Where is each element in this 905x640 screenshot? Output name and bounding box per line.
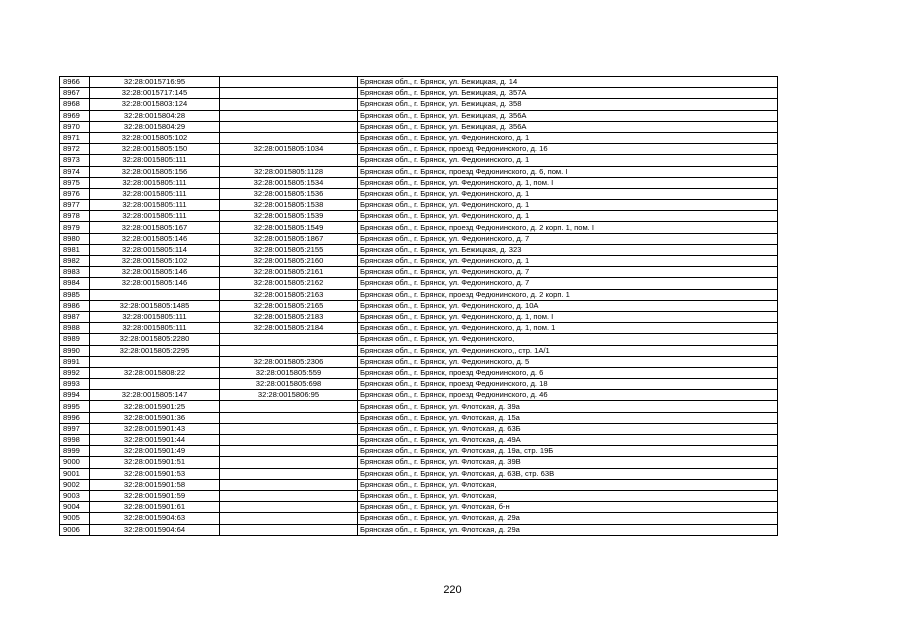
cadastral-number-cell: 32:28:0015805:111 [90, 177, 220, 188]
address-cell: Брянская обл., г. Брянск, ул. Бежицкая, д. 14 [358, 77, 778, 88]
linked-cadastral-number-cell [220, 490, 358, 501]
linked-cadastral-number-cell: 32:28:0015805:2306 [220, 356, 358, 367]
record-number-cell: 8984 [60, 278, 90, 289]
table-row [60, 423, 778, 434]
table-row [60, 468, 778, 479]
address-cell: Брянская обл., г. Брянск, ул. Флотская, д. 15а [358, 412, 778, 423]
cadastral-number-cell: 32:28:0015805:111 [90, 188, 220, 199]
record-number-cell: 8975 [60, 177, 90, 188]
cadastral-number-cell: 32:28:0015901:43 [90, 423, 220, 434]
linked-cadastral-number-cell: 32:28:0015805:1128 [220, 166, 358, 177]
cadastral-number-cell: 32:28:0015901:44 [90, 435, 220, 446]
record-number-cell: 8978 [60, 211, 90, 222]
table-row [60, 256, 778, 267]
table-row [60, 345, 778, 356]
linked-cadastral-number-cell [220, 513, 358, 524]
address-cell: Брянская обл., г. Брянск, ул. Федюнинского, д. 1 [358, 188, 778, 199]
record-number-cell: 8968 [60, 99, 90, 110]
cadastral-number-cell: 32:28:0015804:28 [90, 110, 220, 121]
address-cell: Брянская обл., г. Брянск, проезд Федюнинского, д. 2 корп. 1 [358, 289, 778, 300]
table-row [60, 513, 778, 524]
cadastral-number-cell: 32:28:0015901:53 [90, 468, 220, 479]
linked-cadastral-number-cell: 32:28:0015805:698 [220, 379, 358, 390]
table-row [60, 334, 778, 345]
linked-cadastral-number-cell [220, 412, 358, 423]
linked-cadastral-number-cell [220, 401, 358, 412]
record-number-cell: 8983 [60, 267, 90, 278]
linked-cadastral-number-cell [220, 155, 358, 166]
cadastral-number-cell: 32:28:0015804:29 [90, 121, 220, 132]
table-row [60, 155, 778, 166]
table-row [60, 110, 778, 121]
address-cell: Брянская обл., г. Брянск, ул. Бежицкая, д. 356А [358, 110, 778, 121]
record-number-cell: 8977 [60, 200, 90, 211]
address-cell: Брянская обл., г. Брянск, ул. Федюнинского, д. 1, пом. 1 [358, 323, 778, 334]
address-cell: Брянская обл., г. Брянск, ул. Флотская, д. 63Б [358, 423, 778, 434]
linked-cadastral-number-cell: 32:28:0015805:1539 [220, 211, 358, 222]
address-cell: Брянская обл., г. Брянск, ул. Федюнинского, д. 7 [358, 278, 778, 289]
records-table-body [60, 77, 778, 536]
cadastral-number-cell: 32:28:0015805:1485 [90, 300, 220, 311]
address-cell: Брянская обл., г. Брянск, ул. Федюнинского, д. 1 [358, 155, 778, 166]
table-row [60, 323, 778, 334]
table-row [60, 390, 778, 401]
record-number-cell: 8988 [60, 323, 90, 334]
table-row [60, 278, 778, 289]
linked-cadastral-number-cell: 32:28:0015805:2165 [220, 300, 358, 311]
record-number-cell: 8989 [60, 334, 90, 345]
record-number-cell: 8997 [60, 423, 90, 434]
address-cell: Брянская обл., г. Брянск, ул. Флотская, д. 19а, стр. 19Б [358, 446, 778, 457]
linked-cadastral-number-cell: 32:28:0015805:1034 [220, 144, 358, 155]
address-cell: Брянская обл., г. Брянск, ул. Федюнинского, д. 10А [358, 300, 778, 311]
cadastral-number-cell [90, 379, 220, 390]
linked-cadastral-number-cell [220, 77, 358, 88]
table-row [60, 77, 778, 88]
linked-cadastral-number-cell [220, 423, 358, 434]
record-number-cell: 8993 [60, 379, 90, 390]
cadastral-number-cell: 32:28:0015805:2280 [90, 334, 220, 345]
address-cell: Брянская обл., г. Брянск, ул. Федюнинского, д. 1, пом. I [358, 177, 778, 188]
record-number-cell: 8985 [60, 289, 90, 300]
linked-cadastral-number-cell: 32:28:0015805:1867 [220, 233, 358, 244]
record-number-cell: 8990 [60, 345, 90, 356]
record-number-cell: 8966 [60, 77, 90, 88]
record-number-cell: 8974 [60, 166, 90, 177]
linked-cadastral-number-cell: 32:28:0015805:2163 [220, 289, 358, 300]
linked-cadastral-number-cell [220, 435, 358, 446]
cadastral-number-cell: 32:28:0015901:36 [90, 412, 220, 423]
table-row [60, 311, 778, 322]
record-number-cell: 8979 [60, 222, 90, 233]
table-row [60, 289, 778, 300]
address-cell: Брянская обл., г. Брянск, проезд Федюнинского, д. 6, пом. I [358, 166, 778, 177]
cadastral-number-cell: 32:28:0015805:146 [90, 267, 220, 278]
cadastral-number-cell: 32:28:0015716:95 [90, 77, 220, 88]
table-row [60, 121, 778, 132]
linked-cadastral-number-cell [220, 457, 358, 468]
table-row [60, 490, 778, 501]
address-cell: Брянская обл., г. Брянск, ул. Федюнинского, [358, 334, 778, 345]
cadastral-number-cell: 32:28:0015901:49 [90, 446, 220, 457]
linked-cadastral-number-cell: 32:28:0015805:2161 [220, 267, 358, 278]
record-number-cell: 9005 [60, 513, 90, 524]
linked-cadastral-number-cell [220, 99, 358, 110]
address-cell: Брянская обл., г. Брянск, проезд Федюнинского, д. 18 [358, 379, 778, 390]
linked-cadastral-number-cell: 32:28:0015805:1534 [220, 177, 358, 188]
cadastral-number-cell: 32:28:0015805:102 [90, 132, 220, 143]
address-cell: Брянская обл., г. Брянск, ул. Флотская, [358, 479, 778, 490]
address-cell: Брянская обл., г. Брянск, ул. Федюнинского, д. 5 [358, 356, 778, 367]
cadastral-number-cell: 32:28:0015717:145 [90, 88, 220, 99]
record-number-cell: 8980 [60, 233, 90, 244]
address-cell: Брянская обл., г. Брянск, проезд Федюнинского, д. 6 [358, 367, 778, 378]
records-table [59, 76, 778, 536]
cadastral-number-cell: 32:28:0015805:147 [90, 390, 220, 401]
address-cell: Брянская обл., г. Брянск, ул. Федюнинского, д. 7 [358, 267, 778, 278]
table-row [60, 200, 778, 211]
linked-cadastral-number-cell [220, 121, 358, 132]
cadastral-number-cell: 32:28:0015901:59 [90, 490, 220, 501]
linked-cadastral-number-cell [220, 446, 358, 457]
record-number-cell: 8967 [60, 88, 90, 99]
cadastral-number-cell: 32:28:0015805:146 [90, 278, 220, 289]
linked-cadastral-number-cell: 32:28:0015805:559 [220, 367, 358, 378]
table-row [60, 379, 778, 390]
cadastral-number-cell: 32:28:0015805:111 [90, 211, 220, 222]
cadastral-number-cell: 32:28:0015805:111 [90, 200, 220, 211]
record-number-cell: 8971 [60, 132, 90, 143]
record-number-cell: 8992 [60, 367, 90, 378]
cadastral-number-cell: 32:28:0015901:51 [90, 457, 220, 468]
linked-cadastral-number-cell [220, 479, 358, 490]
cadastral-number-cell: 32:28:0015904:64 [90, 524, 220, 535]
table-row [60, 401, 778, 412]
cadastral-number-cell: 32:28:0015805:111 [90, 155, 220, 166]
linked-cadastral-number-cell [220, 468, 358, 479]
cadastral-number-cell: 32:28:0015808:22 [90, 367, 220, 378]
table-row [60, 267, 778, 278]
linked-cadastral-number-cell: 32:28:0015805:1549 [220, 222, 358, 233]
record-number-cell: 8982 [60, 256, 90, 267]
table-row [60, 524, 778, 535]
linked-cadastral-number-cell: 32:28:0015806:95 [220, 390, 358, 401]
linked-cadastral-number-cell: 32:28:0015805:2184 [220, 323, 358, 334]
table-row [60, 300, 778, 311]
record-number-cell: 8998 [60, 435, 90, 446]
page-number: 220 [443, 584, 462, 596]
cadastral-number-cell: 32:28:0015805:167 [90, 222, 220, 233]
table-row [60, 446, 778, 457]
record-number-cell: 8972 [60, 144, 90, 155]
record-number-cell: 8994 [60, 390, 90, 401]
linked-cadastral-number-cell [220, 524, 358, 535]
address-cell: Брянская обл., г. Брянск, ул. Флотская, [358, 490, 778, 501]
address-cell: Брянская обл., г. Брянск, ул. Федюнинского, д. 1 [358, 211, 778, 222]
address-cell: Брянская обл., г. Брянск, ул. Бежицкая, д. 356А [358, 121, 778, 132]
table-row [60, 457, 778, 468]
cadastral-number-cell: 32:28:0015805:102 [90, 256, 220, 267]
address-cell: Брянская обл., г. Брянск, ул. Федюнинского, д. 7 [358, 233, 778, 244]
record-number-cell: 8981 [60, 244, 90, 255]
linked-cadastral-number-cell [220, 132, 358, 143]
address-cell: Брянская обл., г. Брянск, ул. Федюнинского, д. 1 [358, 132, 778, 143]
cadastral-number-cell: 32:28:0015803:124 [90, 99, 220, 110]
linked-cadastral-number-cell: 32:28:0015805:1538 [220, 200, 358, 211]
table-row [60, 244, 778, 255]
record-number-cell: 9004 [60, 502, 90, 513]
table-row [60, 356, 778, 367]
record-number-cell: 8991 [60, 356, 90, 367]
record-number-cell: 9006 [60, 524, 90, 535]
address-cell: Брянская обл., г. Брянск, проезд Федюнинского, д. 16 [358, 144, 778, 155]
record-number-cell: 9000 [60, 457, 90, 468]
table-row [60, 166, 778, 177]
cadastral-number-cell: 32:28:0015805:111 [90, 311, 220, 322]
cadastral-number-cell: 32:28:0015805:2295 [90, 345, 220, 356]
cadastral-number-cell: 32:28:0015805:150 [90, 144, 220, 155]
linked-cadastral-number-cell: 32:28:0015805:2155 [220, 244, 358, 255]
cadastral-number-cell: 32:28:0015901:61 [90, 502, 220, 513]
address-cell: Брянская обл., г. Брянск, ул. Флотская, д. 63В, стр. 63В [358, 468, 778, 479]
linked-cadastral-number-cell [220, 334, 358, 345]
address-cell: Брянская обл., г. Брянск, ул. Флотская, д. 29а [358, 513, 778, 524]
address-cell: Брянская обл., г. Брянск, ул. Федюнинского, д. 1 [358, 200, 778, 211]
address-cell: Брянская обл., г. Брянск, проезд Федюнинского, д. 46 [358, 390, 778, 401]
address-cell: Брянская обл., г. Брянск, ул. Бежицкая, д. 323 [358, 244, 778, 255]
record-number-cell: 9001 [60, 468, 90, 479]
record-number-cell: 8973 [60, 155, 90, 166]
record-number-cell: 8976 [60, 188, 90, 199]
table-row [60, 222, 778, 233]
linked-cadastral-number-cell [220, 88, 358, 99]
linked-cadastral-number-cell: 32:28:0015805:2160 [220, 256, 358, 267]
record-number-cell: 8970 [60, 121, 90, 132]
table-row [60, 412, 778, 423]
table-row [60, 132, 778, 143]
linked-cadastral-number-cell: 32:28:0015805:1536 [220, 188, 358, 199]
record-number-cell: 8999 [60, 446, 90, 457]
linked-cadastral-number-cell [220, 502, 358, 513]
cadastral-number-cell [90, 289, 220, 300]
table-row [60, 367, 778, 378]
table-row [60, 188, 778, 199]
address-cell: Брянская обл., г. Брянск, ул. Флотская, д. 29а [358, 524, 778, 535]
cadastral-number-cell: 32:28:0015805:114 [90, 244, 220, 255]
address-cell: Брянская обл., г. Брянск, ул. Федюнинского,, стр. 1А/1 [358, 345, 778, 356]
address-cell: Брянская обл., г. Брянск, ул. Федюнинского, д. 1 [358, 256, 778, 267]
address-cell: Брянская обл., г. Брянск, проезд Федюнинского, д. 2 корп. 1, пом. I [358, 222, 778, 233]
table-row [60, 88, 778, 99]
linked-cadastral-number-cell: 32:28:0015805:2183 [220, 311, 358, 322]
record-number-cell: 8995 [60, 401, 90, 412]
linked-cadastral-number-cell: 32:28:0015805:2162 [220, 278, 358, 289]
table-row [60, 211, 778, 222]
record-number-cell: 9003 [60, 490, 90, 501]
record-number-cell: 9002 [60, 479, 90, 490]
cadastral-number-cell: 32:28:0015901:58 [90, 479, 220, 490]
table-row [60, 502, 778, 513]
cadastral-number-cell: 32:28:0015805:146 [90, 233, 220, 244]
address-cell: Брянская обл., г. Брянск, ул. Федюнинского, д. 1, пом. I [358, 311, 778, 322]
table-row [60, 479, 778, 490]
cadastral-number-cell [90, 356, 220, 367]
address-cell: Брянская обл., г. Брянск, ул. Флотская, б-н [358, 502, 778, 513]
address-cell: Брянская обл., г. Брянск, ул. Бежицкая, д. 357А [358, 88, 778, 99]
cadastral-number-cell: 32:28:0015904:63 [90, 513, 220, 524]
linked-cadastral-number-cell [220, 345, 358, 356]
cadastral-number-cell: 32:28:0015805:156 [90, 166, 220, 177]
cadastral-number-cell: 32:28:0015901:25 [90, 401, 220, 412]
table-row [60, 233, 778, 244]
record-number-cell: 8996 [60, 412, 90, 423]
cadastral-number-cell: 32:28:0015805:111 [90, 323, 220, 334]
table-row [60, 99, 778, 110]
record-number-cell: 8969 [60, 110, 90, 121]
linked-cadastral-number-cell [220, 110, 358, 121]
address-cell: Брянская обл., г. Брянск, ул. Бежицкая, д. 358 [358, 99, 778, 110]
record-number-cell: 8986 [60, 300, 90, 311]
address-cell: Брянская обл., г. Брянск, ул. Флотская, д. 39а [358, 401, 778, 412]
table-row [60, 144, 778, 155]
address-cell: Брянская обл., г. Брянск, ул. Флотская, д. 39В [358, 457, 778, 468]
table-row [60, 435, 778, 446]
record-number-cell: 8987 [60, 311, 90, 322]
address-cell: Брянская обл., г. Брянск, ул. Флотская, д. 49А [358, 435, 778, 446]
table-row [60, 177, 778, 188]
